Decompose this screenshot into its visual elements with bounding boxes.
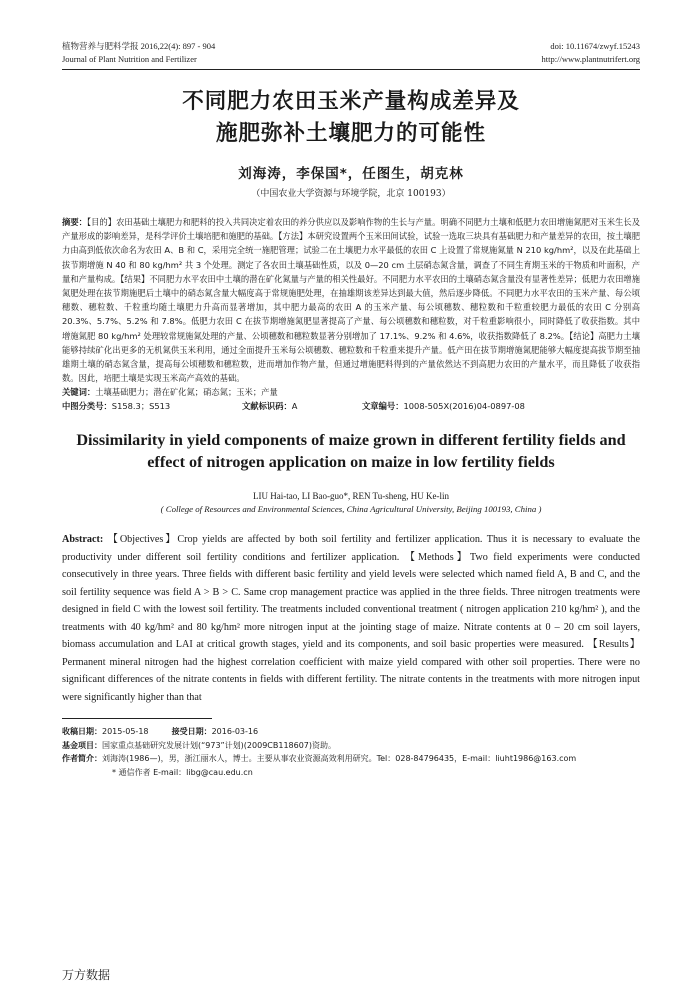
author-text: 刘海涛(1986—)，男，浙江丽水人，博士。主要从事农业资源高效利用研究。Tel：028-84796435，E-mail：liuht1986@163.com xyxy=(102,754,577,764)
doi: doi: 10.11674/zwyf.15243 xyxy=(550,41,640,51)
paper-page xyxy=(62,40,640,779)
author-label: 作者简介： xyxy=(62,754,102,764)
cn-title xyxy=(62,86,640,150)
cn-keywords-text: 土壤基础肥力；潜在矿化氮；硝态氮；玉米；产量 xyxy=(95,387,278,398)
cn-keywords xyxy=(62,385,640,399)
received-label: 收稿日期： xyxy=(62,727,102,737)
cn-abstract-text: 【目的】农田基础土壤肥力和肥料的投入共同决定着农田的养分供应以及影响作物的生长与产量。明确不同肥力土壤和低肥力农田增施氮肥对玉米生长及产量形成的影响差异，是科学评价土壤培肥和施肥的基础。【方法】本研究设置两个玉米田间试验，试验一选取三块具有基础肥力和产量差异的农田，按土壤肥力由高到低依次命名为农田 A、B 和 C，采用完全统一施肥管理；试验二在土壤肥力水平最低的农田 C 上设置了常规施氮量 N 210 kg/hm²，以及在此基础上拔节期增施 N 40 和 80 kg/hm² 共 3 个处理。测定了各农田土壤基础性质，以及 0—20 cm 土层硝态氮含量，调查了不同生育期玉米的干物质和叶面积，产量和产量构成。【结果】不同肥力水平农田中土壤的潜在矿化氮量与产量的相关性最好。不同肥力水平农田的土壤硝态氮含量没有显著性差异；低肥力农田增施氮肥处理在拔节期施肥后土壤中的硝态氮含量大幅度高于常规施肥处理，在抽雄期该差异达到最大值，然后逐步降低。不同肥力水平农田的玉米产量、每公顷穗数、穗粒数、千粒重均随土壤肥力升高而显著增加，其中肥力最高的农田 A 的玉米产量、每公顷穗数、穗粒数和千粒重较肥力最低的农田 C 分别高 20.3%、5.7%、5.2% 和 7.8%。低肥力农田 C 在拔节期增施氮肥显著提高了产量、每公顷穗数和穗粒数，对千粒重影响很小，同时降低了收获指数。其中增施氮肥 80 kg/hm² 处理较常规施氮处理的产量、公顷穗数和穗粒数显著分别增加了 17.1%、9.2% 和 4.6%，收获指数降低了 8.2%。【结论】高肥力土壤能够持续矿化出更多的无机氮供玉米利用，通过全面提升玉米每公顷穗数、穗粒数和千粒重来提升产量。低产田在拔节期增施氮肥能够大幅度提高拔节期至抽雄期土壤的硝态氮含量，提高每公顷穗数和穗粒数，进而增加作物产量，但通过增施肥料得到的产量依然达不到高肥力农田的产量水平，而且降低了收获指数。因此，培肥土壤是实现玉米高产高效的基础。 xyxy=(62,217,640,384)
received-date: 2015-05-18 xyxy=(102,727,149,737)
running-header xyxy=(62,40,640,66)
journal-en: Journal of Plant Nutrition and Fertilizer xyxy=(62,54,197,64)
article-no-label: 文章编号： xyxy=(362,401,404,412)
cn-abstract-label: 摘要： xyxy=(62,217,87,227)
article-no-value: 1008-505X(2016)04-0897-08 xyxy=(403,401,525,412)
accepted-label: 接受日期： xyxy=(171,727,212,737)
cn-affiliation: （中国农业大学资源与环境学院，北京 100193） xyxy=(251,189,451,199)
footnote-dates xyxy=(62,725,640,739)
fund-label: 基金项目： xyxy=(62,740,102,750)
fund-text: 国家重点基础研究发展计划(“973”计划)(2009CB118607)资助。 xyxy=(102,740,337,750)
doc-code-value: A xyxy=(291,401,298,412)
en-abstract-text: 【Objectives】Crop yields are affected by both soil fertility and fertilizer application. Thus it is necessary to evaluate the productivity under different soil fertility conditions and fertilizer application. 【Methods】Two field experiments were conducted consecutively in three years. Three fields with different basic fertility and yield levels were selected which named field A, B and C, and the soil fertility sequence was field A > B > C. Same crop management practice was applied in the three fields. Three nitrogen treatments were designed in field C with the lowest soil fertility. The treatments included conventional treatment ( nitrogen application 210 kg/hm² ), and the treatments with 40 kg/hm² and 80 kg/hm² more nitrogen input at the jointing stage of maize. Nitrate contents at 0 – 20 cm soil layers, biomass accumulation and LAI at critical growth stages, yield and its components, and soil basic properties were measured. 【Results】Permanent mineral nitrogen had the highest correlation coefficient with maize yield compared with other soil properties. There were no significant differences of the nitrate contents in fields with different fertility. The nitrate contents in the treatments with more nitrogen input were significantly higher than that xyxy=(62,534,641,703)
journal-url[interactable]: http://www.plantnutrifert.org xyxy=(541,54,640,64)
cn-title-line2: 施肥弥补土壤肥力的可能性 xyxy=(215,121,486,146)
cn-authors: 刘海涛，李保国*，任图生，胡克林 xyxy=(238,166,464,182)
journal-cn: 植物营养与肥料学报 2016,22(4): 897 - 904 xyxy=(62,41,216,51)
cn-title-line1: 不同肥力农田玉米产量构成差异及 xyxy=(182,89,520,114)
cn-keywords-label: 关键词： xyxy=(62,387,96,398)
watermark: 万方数据 xyxy=(62,968,111,982)
doc-code-label: 文献标识码： xyxy=(242,401,292,412)
footnote-fund xyxy=(62,739,640,753)
en-affiliation: ( College of Resources and Environmental Sciences, China Agricultural University, Beijing 100193, China ) xyxy=(160,504,542,515)
header-rule xyxy=(62,69,640,70)
footnote-author xyxy=(62,752,640,766)
cn-classification xyxy=(62,399,640,413)
en-abstract xyxy=(62,531,640,706)
accepted-date: 2016-03-16 xyxy=(211,727,259,737)
footnote-rule xyxy=(62,718,212,719)
cn-abstract xyxy=(62,215,640,385)
clc-value: S158.3；S513 xyxy=(111,401,171,412)
en-abstract-label: Abstract: xyxy=(62,534,104,546)
en-authors: LIU Hai-tao, LI Bao-guo*, REN Tu-sheng, HU Ke-lin xyxy=(253,491,449,502)
footnote-corresponding: * 通信作者 E-mail：libg@cau.edu.cn xyxy=(112,767,253,777)
en-title: Dissimilarity in yield components of maize grown in different fertility fields and effect of nitrogen application on maize in low fertility fields xyxy=(76,431,626,472)
clc-label: 中图分类号： xyxy=(62,401,112,412)
footnotes xyxy=(62,725,640,779)
